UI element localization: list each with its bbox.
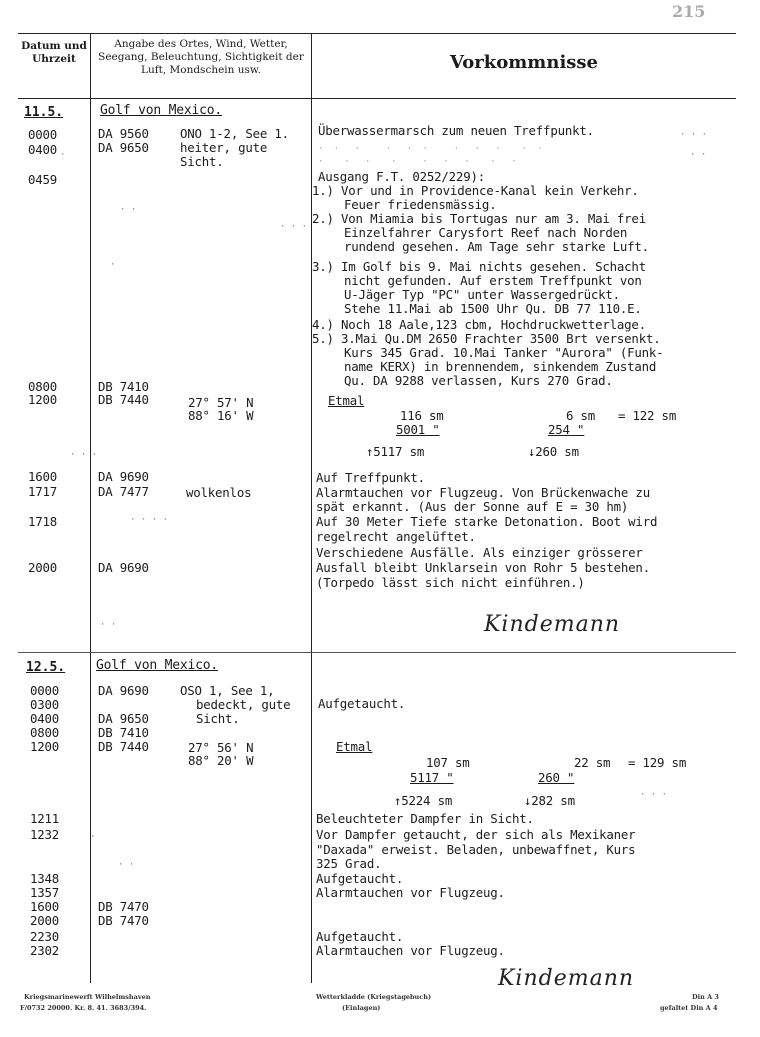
day1-time: 0400: [28, 142, 58, 157]
day1-event: 4.) Noch 18 Aale,123 cbm, Hochdruckwetterlage.: [312, 317, 646, 332]
day1-date: 11.5.: [24, 105, 64, 120]
header-events: Vorkommnisse: [449, 52, 599, 73]
day2-event: "Daxada" erweist. Beladen, unbewaffnet, Kurs: [316, 842, 636, 857]
scan-speck: · · ·: [680, 130, 708, 140]
day1-weather: ONO 1-2, See 1.: [180, 126, 289, 141]
footer-paper-size: Din A 3: [692, 993, 719, 1001]
day1-event: name KERX) in brennendem, sinkendem Zustand: [344, 359, 657, 374]
scan-speck: · · ·: [70, 450, 98, 460]
day1-grid-square: DA 9650: [98, 140, 149, 155]
day1-grid-square: DA 9560: [98, 126, 149, 141]
day1-event: 1.) Vor und in Providence-Kanal kein Verkehr.: [312, 183, 639, 198]
day1-event: Verschiedene Ausfälle. Als einziger grösserer: [316, 545, 643, 560]
scan-speck: · ·: [100, 620, 117, 630]
day1-event: Auf Treffpunkt.: [316, 470, 425, 485]
day1-event: Alarmtauchen vor Flugzeug. Von Brückenwache zu: [316, 485, 650, 500]
day2-event: Alarmtauchen vor Flugzeug.: [316, 885, 505, 900]
day2-weather: Sicht.: [196, 711, 240, 726]
scan-speck: ·: [60, 150, 66, 160]
day1-grid-square: DA 9690: [98, 469, 149, 484]
day1-event: (Torpedo lässt sich nicht einführen.): [316, 575, 585, 590]
day1-weather: heiter, gute: [180, 140, 268, 155]
scan-speck: · · · ·: [130, 515, 168, 525]
day1-time: 1600: [28, 469, 58, 484]
day1-event: Feuer friedensmässig.: [344, 197, 497, 212]
day1-event: 2.) Von Miamia bis Tortugas nur am 3. Mai frei: [312, 211, 646, 226]
scan-speck: · ·: [120, 205, 137, 215]
day1-time: 0000: [28, 127, 58, 142]
day1-event: Kurs 345 Grad. 10.Mai Tanker "Aurora" (Funk-: [344, 345, 664, 360]
day2-time: 1200: [30, 739, 60, 754]
footer-printer: Kriegsmarinewerft Wilhelmshaven: [24, 993, 151, 1001]
day2-time: 1357: [30, 885, 60, 900]
day1-event: spät erkannt. (Aus der Sonne auf E = 30 hm): [316, 499, 629, 514]
day2-grid-square: DA 9650: [98, 711, 149, 726]
day1-event: Überwassermarsch zum neuen Treffpunkt.: [318, 123, 594, 138]
day2-etmal-value: 107 sm: [426, 755, 470, 770]
day1-signature: Kindemann: [484, 612, 621, 637]
day2-signature: Kindemann: [498, 966, 635, 991]
day1-etmal-value: 6 sm: [566, 408, 596, 423]
header-location-weather: Angabe des Ortes, Wind, Wetter, Seegang, Beleuchtung, Sichtigkeit der Luft, Mondschein usw.: [98, 38, 304, 76]
day2-event: Aufgetaucht.: [318, 696, 406, 711]
day1-event-illegible: · · · · · · · · ·: [318, 157, 517, 167]
day1-time: 0800: [28, 379, 58, 394]
day2-weather: bedeckt, gute: [196, 697, 291, 712]
day1-grid-square: DA 7477: [98, 484, 149, 499]
day2-etmal-sum: ↓282 sm: [524, 793, 575, 808]
day2-grid-square: DB 7440: [98, 739, 149, 754]
day2-event: Aufgetaucht.: [316, 871, 404, 886]
day1-time: 2000: [28, 560, 58, 575]
scan-speck: · · ·: [280, 222, 308, 232]
day2-weather: OSO 1, See 1,: [180, 683, 275, 698]
scan-speck: · ·: [690, 150, 707, 160]
day1-event: Auf 30 Meter Tiefe starke Detonation. Boot wird: [316, 514, 658, 529]
day1-longitude: 88° 16' W: [188, 408, 254, 423]
day1-etmal-label: Etmal: [328, 393, 365, 408]
day2-etmal-carry: 5117 ": [410, 770, 454, 785]
day2-grid-square: DA 9690: [98, 683, 149, 698]
day2-longitude: 88° 20' W: [188, 753, 254, 768]
day2-etmal-label: Etmal: [336, 739, 373, 754]
day1-grid-square: DB 7410: [98, 379, 149, 394]
day2-event: Aufgetaucht.: [316, 929, 404, 944]
footer-paper-fold: gefaltet Din A 4: [660, 1004, 718, 1012]
page-number: 215: [672, 2, 706, 21]
table-top-line: [18, 33, 736, 34]
day2-etmal-carry: 260 ": [538, 770, 575, 785]
day1-etmal-total: = 122 sm: [618, 408, 677, 423]
day1-weather: Sicht.: [180, 154, 224, 169]
footer-form-code: F/0732 20000. Kr. 8. 41. 3683/394.: [20, 1004, 147, 1012]
day2-date: 12.5.: [26, 660, 66, 675]
day1-event-illegible: · · · · · · · · · · ·: [318, 144, 543, 154]
day1-grid-square: DA 9690: [98, 560, 149, 575]
day1-etmal-sum: ↓260 sm: [528, 444, 579, 459]
header-date-time: Datum und Uhrzeit: [21, 40, 87, 65]
day1-grid-square: DB 7440: [98, 392, 149, 407]
day2-grid-square: DB 7410: [98, 725, 149, 740]
header-bottom-line: [18, 98, 736, 99]
day1-location: Golf von Mexico.: [100, 103, 223, 118]
day2-grid-square: DB 7470: [98, 913, 149, 928]
day2-location: Golf von Mexico.: [96, 658, 219, 673]
day1-event: Ausgang F.T. 0252/229):: [318, 169, 485, 184]
day1-etmal-carry: 254 ": [548, 422, 585, 437]
day2-time: 2302: [30, 943, 60, 958]
day1-event: 3.) Im Golf bis 9. Mai nichts gesehen. Schacht: [312, 259, 646, 274]
day1-latitude: 27° 57' N: [188, 395, 254, 410]
scan-speck: ·: [90, 832, 96, 842]
scan-speck: ·: [110, 260, 116, 270]
column-divider-2: [311, 33, 312, 983]
day2-etmal-value: 22 sm: [574, 755, 611, 770]
day1-time: 0459: [28, 172, 58, 187]
day2-event: 325 Grad.: [316, 856, 382, 871]
day1-event: rundend gesehen. Am Tage sehr starke Luft.: [344, 239, 649, 254]
day2-grid-square: DB 7470: [98, 899, 149, 914]
day2-event: Vor Dampfer getaucht, der sich als Mexikaner: [316, 827, 636, 842]
day2-time: 0400: [30, 711, 60, 726]
day2-time: 1232: [30, 827, 60, 842]
day1-event: nicht gefunden. Auf erstem Treffpunkt von: [344, 273, 642, 288]
day2-time: 0800: [30, 725, 60, 740]
day1-etmal-value: 116 sm: [400, 408, 444, 423]
day2-time: 0000: [30, 683, 60, 698]
day2-latitude: 27° 56' N: [188, 740, 254, 755]
footer-form-title: Wetterkladde (Kriegstagebuch): [316, 993, 432, 1001]
day1-event: 5.) 3.Mai Qu.DM 2650 Frachter 3500 Brt versenkt.: [312, 331, 661, 346]
footer-form-subtitle: (Einlagen): [342, 1004, 381, 1012]
day-separator-line: [18, 652, 736, 653]
scan-speck: · ·: [118, 860, 135, 870]
day2-time: 1600: [30, 899, 60, 914]
day1-event: regelrecht angelüftet.: [316, 529, 476, 544]
day1-time: 1718: [28, 514, 58, 529]
day2-event: Alarmtauchen vor Flugzeug.: [316, 943, 505, 958]
day1-event: Stehe 11.Mai ab 1500 Uhr Qu. DB 77 110.E.: [344, 301, 642, 316]
day2-time: 1348: [30, 871, 60, 886]
day1-event: U-Jäger Typ "PC" unter Wassergedrückt.: [344, 287, 620, 302]
day2-time: 0300: [30, 697, 60, 712]
day1-time: 1717: [28, 484, 58, 499]
day1-etmal-sum: ↑5117 sm: [366, 444, 425, 459]
day2-time: 2230: [30, 929, 60, 944]
day2-time: 1211: [30, 811, 60, 826]
day1-time: 1200: [28, 392, 58, 407]
day1-event: Qu. DA 9288 verlassen, Kurs 270 Grad.: [344, 373, 613, 388]
day1-etmal-carry: 5001 ": [396, 422, 440, 437]
day2-etmal-total: = 129 sm: [628, 755, 687, 770]
day2-etmal-sum: ↑5224 sm: [394, 793, 453, 808]
scan-speck: · · ·: [640, 790, 668, 800]
day1-weather: wolkenlos: [186, 485, 252, 500]
day1-event: Einzelfahrer Carysfort Reef nach Norden: [344, 225, 628, 240]
day1-event: Ausfall bleibt Unklarsein von Rohr 5 bestehen.: [316, 560, 650, 575]
day2-event: Beleuchteter Dampfer in Sicht.: [316, 811, 534, 826]
day2-time: 2000: [30, 913, 60, 928]
